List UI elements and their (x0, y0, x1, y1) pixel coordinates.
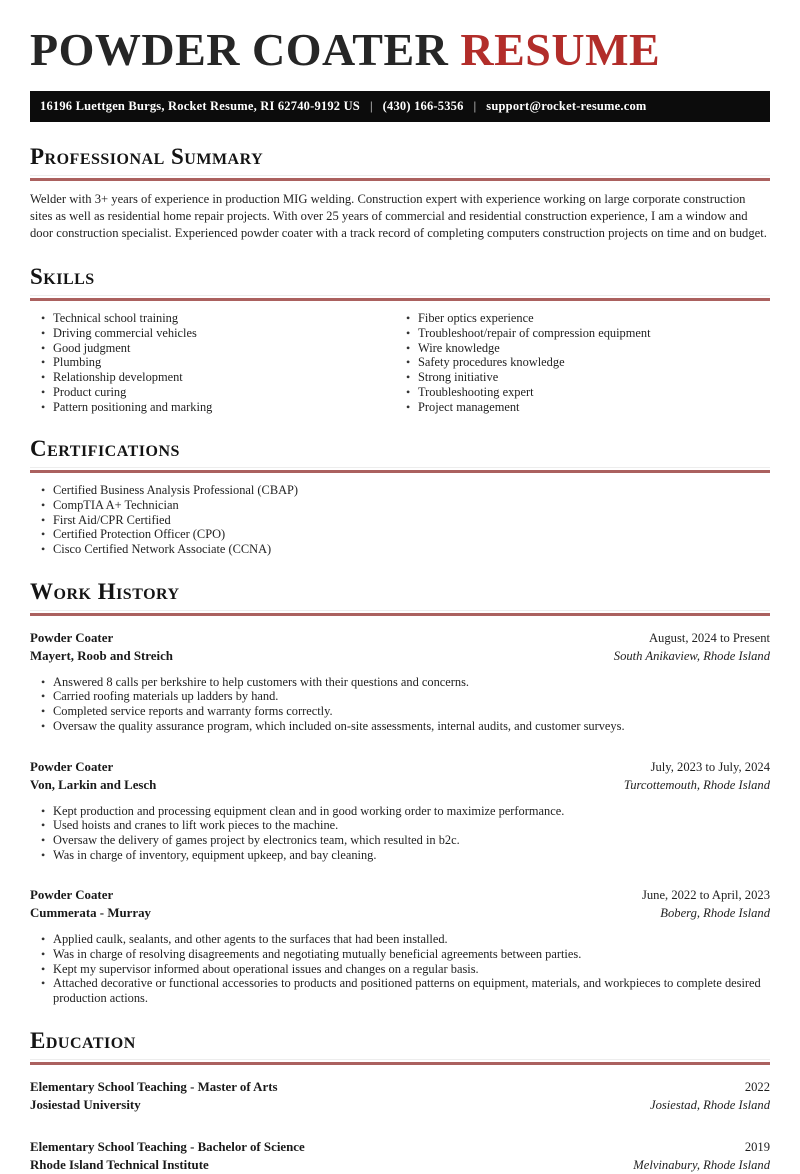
job-bullet: • Answered 8 calls per berkshire to help customers with their questions and concerns. (30, 675, 770, 690)
job-bullet: • Completed service reports and warranty forms correctly. (30, 704, 770, 719)
skill-item: • Technical school training (30, 311, 400, 326)
section-work-history (30, 579, 770, 1006)
section-rule (30, 298, 770, 301)
job-company: Von, Larkin and Lesch (30, 777, 157, 792)
section-heading-certifications: Certifications (30, 436, 770, 468)
skill-item: • Strong initiative (395, 370, 765, 385)
education-school: Rhode Island Technical Institute (30, 1157, 209, 1172)
section-professional-summary (30, 144, 770, 242)
job-dates: August, 2024 to Present (648, 630, 770, 645)
contact-phone: (430) 166-5356 (382, 99, 464, 114)
skill-item: • Fiber optics experience (395, 311, 765, 326)
certification-item: • Cisco Certified Network Associate (CCNA) (30, 542, 770, 557)
education-degree: Elementary School Teaching - Master of Arts (30, 1079, 278, 1094)
section-heading-professional-summary: Professional Summary (30, 144, 770, 176)
contact-separator: | (473, 99, 477, 114)
skill-item: • Safety procedures knowledge (395, 355, 765, 370)
job-location: South Anikaview, Rhode Island (613, 648, 770, 663)
job-dates: July, 2023 to July, 2024 (650, 759, 770, 774)
page-title-dark: POWDER COATER (30, 24, 461, 75)
job-location: Boberg, Rhode Island (660, 906, 770, 921)
skill-item: • Product curing (30, 385, 400, 400)
section-rule (30, 1062, 770, 1065)
skill-item: • Wire knowledge (395, 341, 765, 356)
skills-column-left (30, 311, 400, 414)
skill-item: • Driving commercial vehicles (30, 326, 400, 341)
job-bullet: • Attached decorative or functional accessories to products and positioned patterns on equipment, materials, and workpieces to complete desired production actions. (30, 976, 770, 1005)
certification-item: • Certified Protection Officer (CPO) (30, 527, 770, 542)
education-location: Josiestad, Rhode Island (650, 1097, 770, 1112)
job-company: Mayert, Roob and Streich (30, 648, 173, 663)
summary-text: Welder with 3+ years of experience in production MIG welding. Construction expert with experience working on large corporate construction sites as well as residential home repair projects. With over 25 years of commercial and residential construction experience, I am a window and door construction specialist. Experienced powder coater with a track record of completing computers construction projects on time and on budget. (30, 192, 767, 241)
contact-bar (30, 91, 770, 122)
section-certifications (30, 436, 770, 557)
section-heading-skills: Skills (30, 264, 770, 296)
education-school: Josiestad University (30, 1097, 141, 1112)
job-bullet: • Used hoists and cranes to lift work pieces to the machine. (30, 818, 770, 833)
section-rule (30, 470, 770, 473)
skill-item: • Troubleshoot/repair of compression equipment (395, 326, 765, 341)
job-bullet: • Kept production and processing equipment clean and in good working order to maximize performance. (30, 804, 770, 819)
job-bullet: • Oversaw the quality assurance program, which included on-site assessments, internal audits, and customer surveys. (30, 719, 770, 734)
job-entry (30, 886, 770, 1006)
section-rule (30, 613, 770, 616)
page-title (30, 26, 770, 74)
job-company: Cummerata - Murray (30, 906, 151, 921)
job-bullet: • Was in charge of resolving disagreements and negotiating mutually beneficial agreements between parties. (30, 947, 770, 962)
education-entry (30, 1078, 770, 1114)
contact-address: 16196 Luettgen Burgs, Rocket Resume, RI 62740-9192 US (40, 99, 360, 114)
section-heading-education: Education (30, 1028, 770, 1060)
skills-column-right (395, 311, 765, 414)
skill-item: • Pattern positioning and marking (30, 400, 400, 415)
skill-item: • Good judgment (30, 341, 400, 356)
job-entry (30, 758, 770, 863)
job-location: Turcottemouth, Rhode Island (623, 777, 770, 792)
job-bullet: • Was in charge of inventory, equipment upkeep, and bay cleaning. (30, 848, 770, 863)
certification-item: • CompTIA A+ Technician (30, 498, 770, 513)
job-bullet: • Oversaw the delivery of games project by electronics team, which resulted in b2c. (30, 833, 770, 848)
skill-item: • Troubleshooting expert (395, 385, 765, 400)
education-location: Melvinabury, Rhode Island (633, 1157, 770, 1172)
job-bullet: • Kept my supervisor informed about operational issues and changes on a regular basis. (30, 962, 770, 977)
certification-item: • First Aid/CPR Certified (30, 513, 770, 528)
certification-item: • Certified Business Analysis Professional (CBAP) (30, 483, 770, 498)
job-entry (30, 629, 770, 734)
education-entry (30, 1138, 770, 1174)
job-title: Powder Coater (30, 630, 114, 645)
section-heading-work-history: Work History (30, 579, 770, 611)
skill-item: • Plumbing (30, 355, 400, 370)
page-title-accent: RESUME (460, 24, 661, 75)
section-rule (30, 178, 770, 181)
education-degree: Elementary School Teaching - Bachelor of Science (30, 1139, 305, 1154)
section-education (30, 1028, 770, 1174)
job-title: Powder Coater (30, 759, 114, 774)
job-bullet: • Carried roofing materials up ladders by hand. (30, 689, 770, 704)
skill-item: • Project management (395, 400, 765, 415)
education-year: 2022 (744, 1079, 770, 1094)
skill-item: • Relationship development (30, 370, 400, 385)
contact-separator: | (369, 99, 373, 114)
contact-email: support@rocket-resume.com (486, 99, 647, 114)
job-bullet: • Applied caulk, sealants, and other agents to the surfaces that had been installed. (30, 932, 770, 947)
education-year: 2019 (744, 1139, 770, 1154)
job-title: Powder Coater (30, 888, 114, 903)
job-dates: June, 2022 to April, 2023 (641, 888, 770, 903)
section-skills (30, 264, 770, 414)
